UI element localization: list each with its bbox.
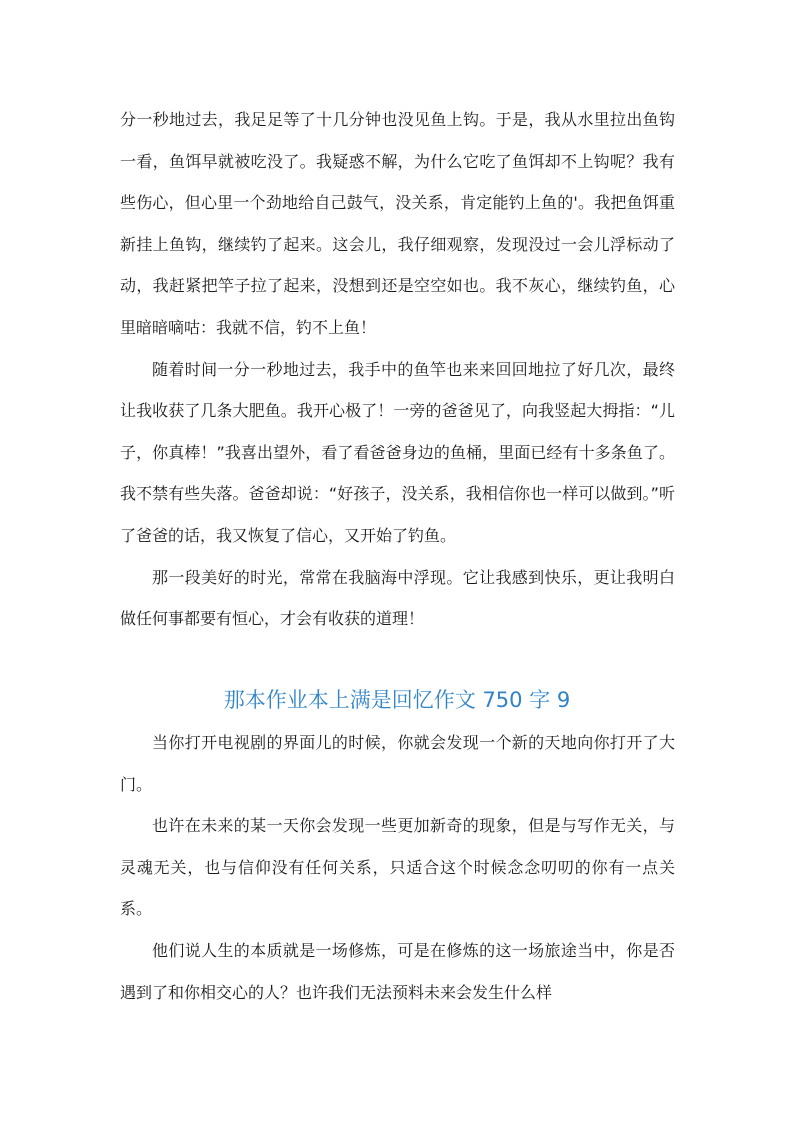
paragraph-life-journey: 他们说人生的本质就是一场修炼，可是在修炼的这一场旅途当中，你是否遇到了和你相交心的人？也许我们无法预料未来会发生什么样	[120, 940, 675, 1002]
paragraph-fishing-lesson: 那一段美好的时光，常常在我脑海中浮现。它让我感到快乐，更让我明白做任何事都要有恒心，才会有收获的道理！	[120, 567, 675, 629]
section-1	[120, 99, 675, 640]
paragraph-tv-world: 当你打开电视剧的界面儿的时候，你就会发现一个新的天地向你打开了大门。	[120, 733, 675, 794]
section-2	[120, 722, 675, 1013]
paragraph-fishing-success: 随着时间一分一秒地过去，我手中的鱼竿也来来回回地拉了好几次，最终让我收获了几条大肥鱼。我开心极了！一旁的爸爸见了，向我竖起大拇指：“儿子，你真棒！”我喜出望外，看了看爸爸身边的鱼桶，里面已经有十多条鱼了。我不禁有些失落。爸爸却说：“好孩子，没关系，我相信你也一样可以做到。”听了爸爸的话，我又恢复了信心，又开始了钓鱼。	[120, 359, 675, 545]
paragraph-future: 也许在未来的某一天你会发现一些更加新奇的现象，但是与写作无关，与灵魂无关，也与信仰没有任何关系，只适合这个时候念念叨叨的你有一点关系。	[120, 816, 675, 919]
paragraph-fishing-wait: 分一秒地过去，我足足等了十几分钟也没见鱼上钩。于是，我从水里拉出鱼钩一看，鱼饵早就被吃没了。我疑惑不解，为什么它吃了鱼饵却不上钩呢？我有些伤心，但心里一个劲地给自己鼓气，没关系，肯定能钓上鱼的'。我把鱼饵重新挂上鱼钩，继续钓了起来。这会儿，我仔细观察，发现没过一会儿浮标动了动，我赶紧把竿子拉了起来，没想到还是空空如也。我不灰心，继续钓鱼，心里暗暗嘀咕：我就不信，钓不上鱼！	[120, 110, 675, 337]
essay-title: 那本作业本上满是回忆作文 750 字 9	[223, 688, 571, 712]
